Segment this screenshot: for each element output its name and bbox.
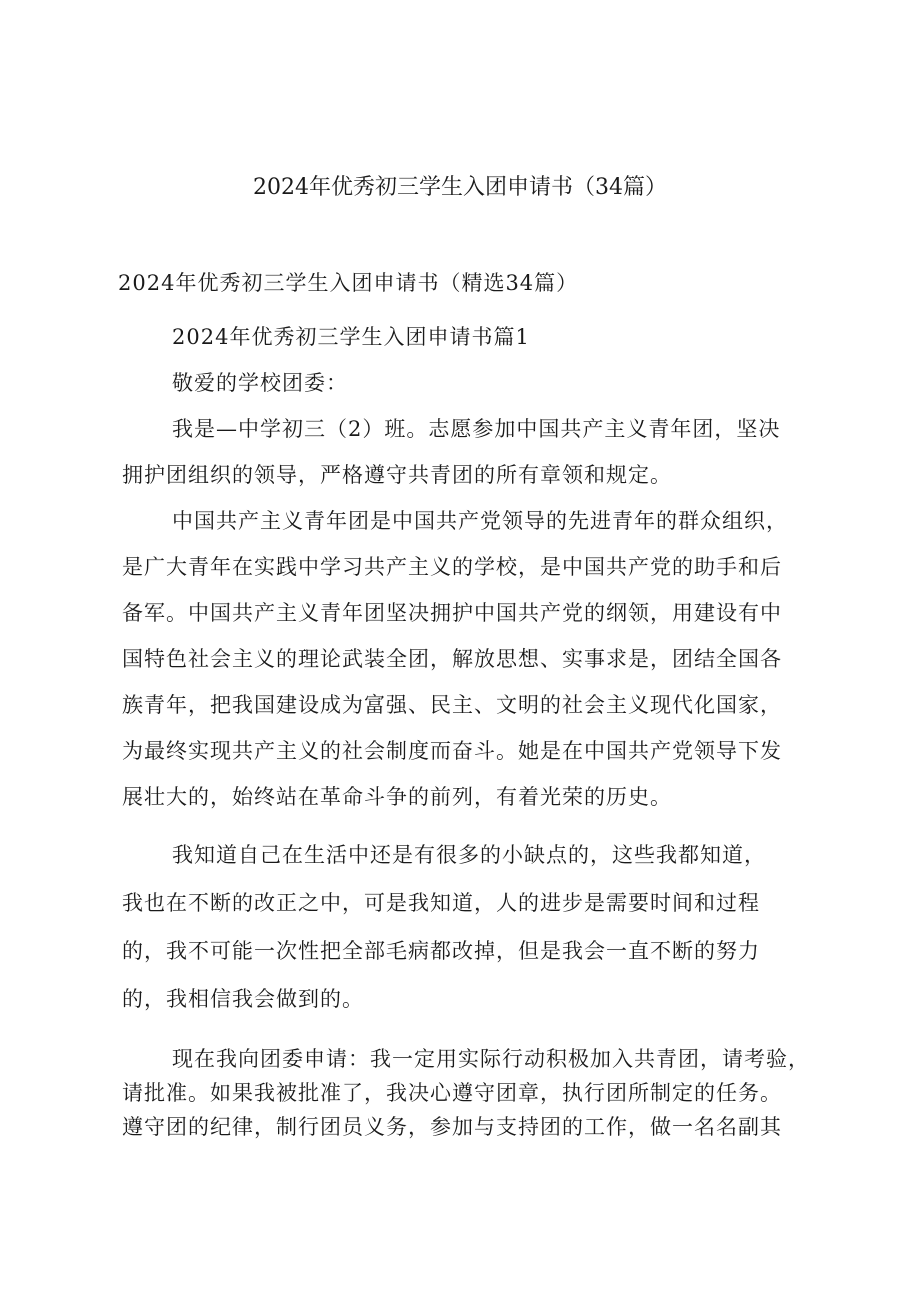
paragraph-4-line-3: 遵守团的纪律，制行团员义务，参加与支持团的工作，做一名名副其 [122, 1115, 782, 1139]
paragraph-3-line-3: 的，我不可能一次性把全部毛病都改掉，但是我会一直不断的努力 [122, 939, 760, 963]
paragraph-1-line-2: 拥护团组织的领导，严格遵守共青团的所有章领和规定。 [122, 463, 672, 487]
paragraph-2-line-6: 为最终实现共产主义的社会制度而奋斗。她是在中国共产党领导下发 [122, 739, 782, 763]
paragraph-3-line-1: 我知道自己在生活中还是有很多的小缺点的，这些我都知道， [172, 843, 766, 867]
paragraph-3-line-4: 的，我相信我会做到的。 [122, 987, 364, 1011]
paragraph-4-line-2: 请批准。如果我被批准了，我决心遵守团章，执行团所制定的任务。 [122, 1081, 782, 1105]
paragraph-2-line-7: 展壮大的，始终站在革命斗争的前列，有着光荣的历史。 [122, 785, 672, 809]
paragraph-2-line-2: 是广大青年在实践中学习共产主义的学校，是中国共产党的助手和后 [122, 555, 782, 579]
salutation: 敬爱的学校团委： [172, 371, 348, 395]
paragraph-2-line-4: 国特色社会主义的理论武装全团，解放思想、实事求是，团结全国各 [122, 647, 782, 671]
document-title: 2024年优秀初三学生入团申请书（34篇） [253, 175, 667, 200]
paragraph-2-line-3: 备军。中国共产主义青年团坚决拥护中国共产党的纲领，用建设有中 [122, 601, 782, 625]
paragraph-1-line-1: 我是—中学初三（2）班。志愿参加中国共产主义青年团，坚决 [172, 417, 781, 441]
section-heading: 2024年优秀初三学生入团申请书篇1 [172, 325, 530, 349]
paragraph-4-line-1: 现在我向团委申请：我一定用实际行动积极加入共青团，请考验， [172, 1047, 810, 1071]
document-subtitle: 2024年优秀初三学生入团申请书（精选34篇） [118, 271, 579, 295]
paragraph-2-line-5: 族青年，把我国建设成为富强、民主、文明的社会主义现代化国家， [122, 693, 782, 717]
paragraph-2-line-1: 中国共产主义青年团是中国共产党领导的先进青年的群众组织， [172, 509, 788, 533]
paragraph-3-line-2: 我也在不断的改正之中，可是我知道，人的进步是需要时间和过程 [122, 891, 760, 915]
